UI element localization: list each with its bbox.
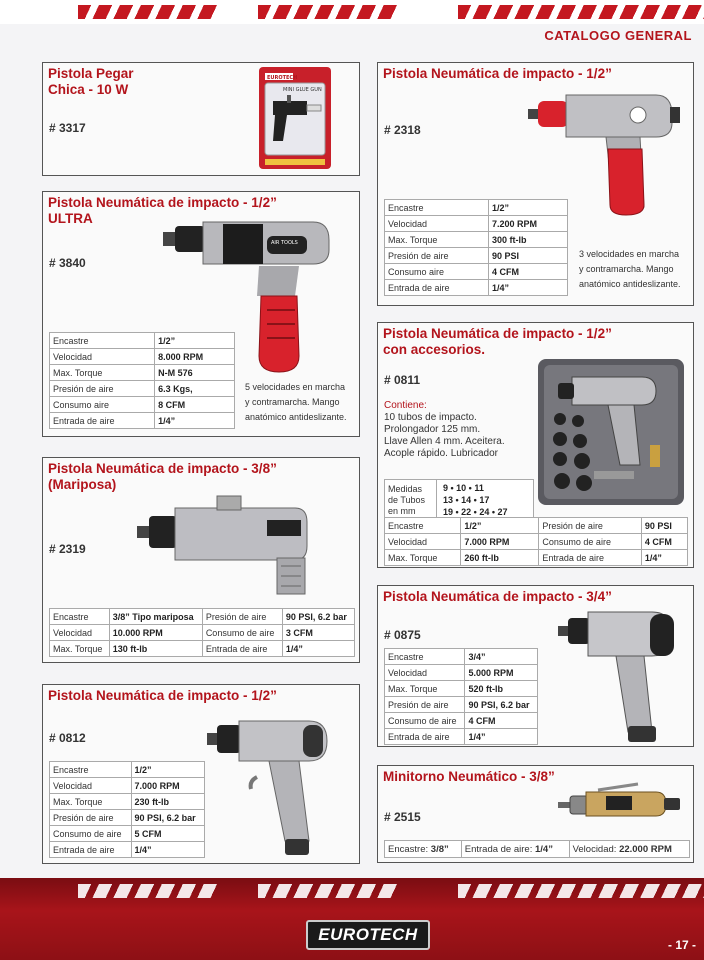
- spec-table: [49, 608, 355, 657]
- spec-label: Presión de aire: [50, 381, 155, 397]
- spec-label: Consumo de aire: [539, 534, 641, 550]
- spec-table: [384, 199, 568, 296]
- spec-label: Presión de aire: [385, 697, 465, 713]
- spec-value: 90 PSI, 6.2 bar: [131, 810, 204, 826]
- butterfly-impact-wrench-image: [137, 490, 327, 600]
- spec-value: 4 CFM: [489, 264, 568, 280]
- spec-value: 90 PSI, 6.2 bar: [465, 697, 538, 713]
- spec-label: Presión de aire: [50, 810, 132, 826]
- spec-label: Velocidad: 22.000 RPM: [569, 841, 689, 858]
- spec-value: 1/4”: [131, 842, 204, 858]
- product-card-3317: [42, 62, 360, 176]
- product-card-0811: [377, 322, 694, 568]
- spec-value: 8 CFM: [155, 397, 235, 413]
- spec-label: Encastre: [50, 762, 132, 778]
- spec-table: [49, 761, 205, 858]
- spec-value: 1/4”: [282, 641, 354, 657]
- decor-stripes: [458, 884, 704, 898]
- product-title: Pistola Neumática de impacto - 3/4”: [383, 589, 612, 604]
- spec-value: 300 ft-lb: [489, 232, 568, 248]
- spec-label: Encastre: [385, 649, 465, 665]
- spec-label: Entrada de aire: [202, 641, 282, 657]
- impact-wrench-image: [558, 606, 688, 746]
- spec-value: 1/4”: [465, 729, 538, 745]
- spec-label: Velocidad: [50, 349, 155, 365]
- product-code: # 3317: [49, 121, 86, 135]
- spec-value: 1/4”: [641, 550, 687, 566]
- glue-gun-package-image: [257, 65, 335, 173]
- die-grinder-image: [558, 782, 682, 832]
- svg-text:EUROTECH: EUROTECH: [267, 75, 298, 81]
- product-title: Pistola Neumática de impacto - 1/2”: [48, 688, 277, 703]
- footer-band: [0, 878, 704, 960]
- spec-label: Entrada de aire: [539, 550, 641, 566]
- spec-value: 5 CFM: [131, 826, 204, 842]
- spec-label: Consumo aire: [385, 264, 489, 280]
- decor-stripes: [458, 5, 704, 19]
- spec-label: Encastre: [385, 518, 461, 534]
- product-card-2515: [377, 765, 694, 863]
- spec-value: 7.200 RPM: [489, 216, 568, 232]
- spec-label: Max. Torque: [50, 641, 110, 657]
- spec-value: 1/2”: [155, 333, 235, 349]
- product-code: # 3840: [49, 256, 86, 270]
- spec-table: [384, 840, 690, 858]
- product-card-2319: [42, 457, 360, 663]
- spec-table: [49, 332, 235, 429]
- impact-wrench-image: [207, 713, 347, 859]
- spec-label: Encastre: [50, 333, 155, 349]
- top-stripe-bar: [0, 0, 704, 24]
- spec-label: Max. Torque: [385, 681, 465, 697]
- eurotech-logo: EUROTECH: [306, 920, 430, 950]
- product-note: 3 velocidades en marcha y contramarcha. Mango anatómico antideslizante.: [579, 249, 681, 289]
- spec-label: Presión de aire: [202, 609, 282, 625]
- spec-value: 90 PSI, 6.2 bar: [282, 609, 354, 625]
- spec-label: Consumo aire: [50, 397, 155, 413]
- spec-label: Max. Torque: [385, 232, 489, 248]
- spec-label: Max. Torque: [385, 550, 461, 566]
- product-code: # 0811: [384, 373, 421, 387]
- spec-label: Max. Torque: [50, 794, 132, 810]
- spec-value: 8.000 RPM: [155, 349, 235, 365]
- decor-stripes: [258, 5, 398, 19]
- spec-value: 90 PSI: [489, 248, 568, 264]
- spec-value: 6.3 Kgs,: [155, 381, 235, 397]
- spec-value: 4 CFM: [465, 713, 538, 729]
- product-title: Minitorno Neumático - 3/8”: [383, 769, 555, 784]
- svg-text:MINI GLUE GUN: MINI GLUE GUN: [283, 87, 322, 93]
- spec-label: Velocidad: [385, 665, 465, 681]
- spec-value: 7.000 RPM: [131, 778, 204, 794]
- product-card-0875: [377, 585, 694, 747]
- decor-stripes: [258, 884, 398, 898]
- product-code: # 0812: [49, 731, 86, 745]
- spec-label: Velocidad: [50, 778, 132, 794]
- spec-value: 7.000 RPM: [461, 534, 539, 550]
- sizes-label: Medidas de Tubos en mm: [385, 480, 437, 521]
- spec-value: 5.000 RPM: [465, 665, 538, 681]
- spec-label: Consumo de aire: [385, 713, 465, 729]
- product-note: 5 velocidades en marcha y contramarcha. Mango anatómico antideslizante.: [245, 382, 347, 422]
- spec-value: 90 PSI: [641, 518, 687, 534]
- product-card-3840: [42, 191, 360, 437]
- impact-wrench-image: [528, 87, 688, 217]
- product-code: # 0875: [384, 628, 421, 642]
- product-card-2318: [377, 62, 694, 306]
- spec-label: Encastre: 3/8”: [385, 841, 462, 858]
- decor-stripes: [78, 5, 218, 19]
- spec-value: 3/4”: [465, 649, 538, 665]
- spec-label: Consumo de aire: [202, 625, 282, 641]
- spec-label: Entrada de aire: [385, 729, 465, 745]
- spec-label: Velocidad: [385, 534, 461, 550]
- spec-table: [384, 517, 688, 566]
- spec-value: 1/2”: [461, 518, 539, 534]
- product-code: # 2318: [384, 123, 421, 137]
- spec-value: 1/4”: [489, 280, 568, 296]
- product-code: # 2319: [49, 542, 86, 556]
- svg-text:AIR TOOLS: AIR TOOLS: [271, 240, 298, 246]
- spec-value: 1/2”: [131, 762, 204, 778]
- spec-label: Presión de aire: [539, 518, 641, 534]
- spec-label: Velocidad: [385, 216, 489, 232]
- spec-value: N-M 576: [155, 365, 235, 381]
- impact-wrench-kit-image: [538, 359, 684, 505]
- decor-stripes: [78, 884, 218, 898]
- spec-label: Entrada de aire: [385, 280, 489, 296]
- product-title: Pistola Neumática de impacto - 1/2” ULTRA: [48, 195, 277, 226]
- page-number: - 17 -: [667, 938, 696, 952]
- spec-label: Entrada de aire: [50, 413, 155, 429]
- catalog-title: CATALOGO GENERAL: [544, 28, 692, 43]
- product-title: Pistola Pegar Chica - 10 W: [48, 66, 134, 97]
- spec-value: 520 ft-lb: [465, 681, 538, 697]
- spec-value: 3/8” Tipo mariposa: [109, 609, 202, 625]
- tube-sizes-table: [384, 479, 534, 521]
- spec-label: Encastre: [50, 609, 110, 625]
- spec-value: 1/2”: [489, 200, 568, 216]
- spec-label: Velocidad: [50, 625, 110, 641]
- spec-label: Encastre: [385, 200, 489, 216]
- product-contents: Contiene: 10 tubos de impacto. Prolongador 125 mm. Llave Allen 4 mm. Aceitera. Acople rápido. Lubricador: [384, 400, 505, 459]
- spec-label: Entrada de aire: [50, 842, 132, 858]
- spec-label: Entrada de aire: 1/4”: [461, 841, 569, 858]
- spec-label: Presión de aire: [385, 248, 489, 264]
- product-title: Pistola Neumática de impacto - 1/2”: [383, 66, 612, 81]
- product-card-0812: [42, 684, 360, 864]
- product-code: # 2515: [384, 810, 421, 824]
- spec-label: Max. Torque: [50, 365, 155, 381]
- spec-value: 230 ft-lb: [131, 794, 204, 810]
- spec-value: 1/4”: [155, 413, 235, 429]
- spec-table: [384, 648, 538, 745]
- spec-label: Consumo de aire: [50, 826, 132, 842]
- spec-value: 3 CFM: [282, 625, 354, 641]
- product-title: Pistola Neumática de impacto - 3/8” (Mariposa): [48, 461, 277, 492]
- sizes-values: 9 • 10 • 11 13 • 14 • 17 19 • 22 • 24 • 27: [437, 480, 534, 521]
- spec-value: 4 CFM: [641, 534, 687, 550]
- spec-value: 10.000 RPM: [109, 625, 202, 641]
- spec-value: 260 ft-lb: [461, 550, 539, 566]
- product-title: Pistola Neumática de impacto - 1/2” con accesorios.: [383, 326, 612, 357]
- spec-value: 130 ft-lb: [109, 641, 202, 657]
